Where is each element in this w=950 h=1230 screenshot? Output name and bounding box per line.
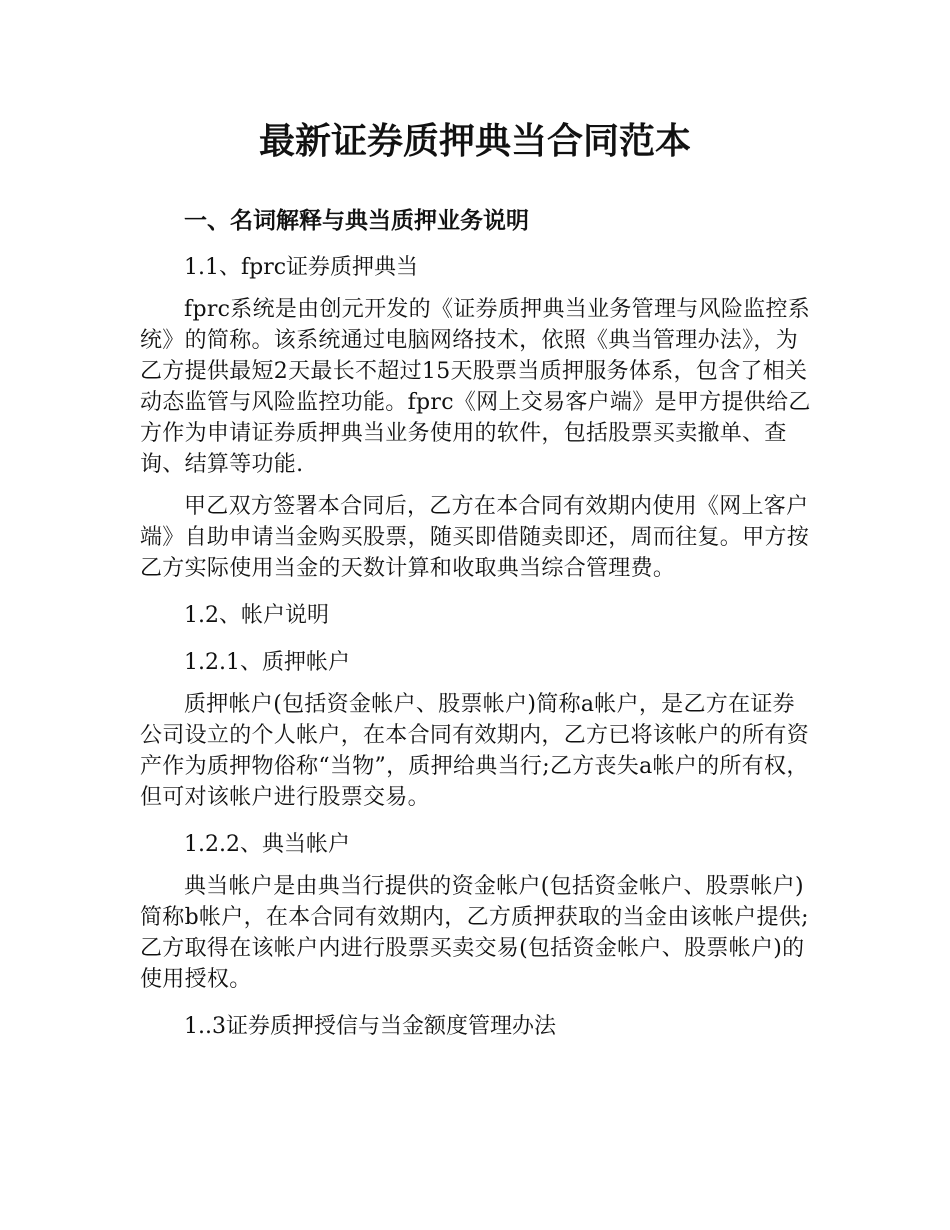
- paragraph-pawn-account: 典当帐户是由典当行提供的资金帐户(包括资金帐户、股票帐户)简称b帐户，在本合同有效期内，乙方质押获取的当金由该帐户提供;乙方取得在该帐户内进行股票买卖交易(包括资金帐户、股票帐户)的使用授权。: [140, 874, 809, 992]
- section-heading-1: 一、名词解释与典当质押业务说明: [184, 208, 529, 234]
- document-body: [140, 200, 812, 1053]
- subsection-heading-1-2-2: 1.2.2、典当帐户: [184, 832, 350, 857]
- subsection-heading-1-1: 1.1、fprc证券质押典当: [184, 255, 419, 280]
- paragraph-contract-usage: 甲乙双方签署本合同后，乙方在本合同有效期内使用《网上客户端》自助申请当金购买股票，随买即借随卖即还，周而往复。甲方按乙方实际使用当金的天数计算和收取典当综合管理费。: [140, 494, 810, 581]
- subsection-heading-1-2: 1.2、帐户说明: [184, 603, 329, 628]
- paragraph-fprc-system: fprc系统是由创元开发的《证券质押典当业务管理与风险监控系统》的简称。该系统通过电脑网络技术，依照《典当管理办法》，为乙方提供最短2天最长不超过15天股票当质押服务体系，包含了相关动态监管与风险监控功能。fprc《网上交易客户端》是甲方提供给乙方作为申请证券质押典当业务使用的软件，包括股票买卖撤单、查询、结算等功能.: [140, 297, 811, 477]
- document-title: 最新证券质押典当合同范本: [258, 121, 691, 162]
- paragraph-pledge-account: 质押帐户(包括资金帐户、股票帐户)简称a帐户，是乙方在证券公司设立的个人帐户，在本合同有效期内，乙方已将该帐户的所有资产作为质押物俗称“当物”，质押给典当行;乙方丧失a帐户的所有权，但可对该帐户进行股票交易。: [140, 692, 810, 810]
- subsection-heading-1-2-1: 1.2.1、质押帐户: [184, 650, 350, 675]
- subsection-heading-1-3: 1..3证券质押授信与当金额度管理办法: [184, 1014, 556, 1039]
